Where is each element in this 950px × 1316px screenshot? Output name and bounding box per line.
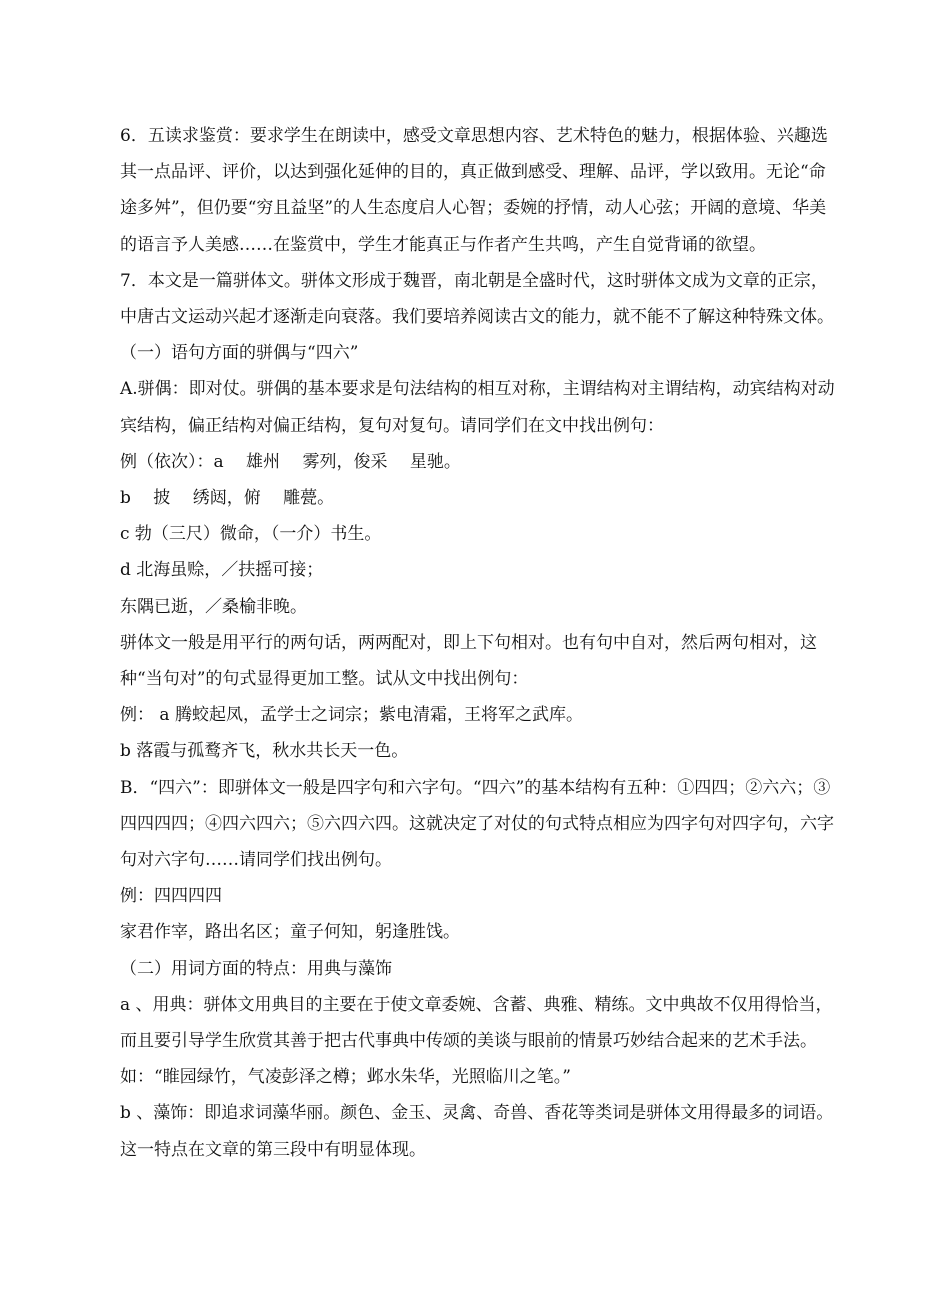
example-d-line-2: 东隅已逝，／桑榆非晚。 bbox=[120, 596, 307, 617]
paragraph-allusion: a 、用典：骈体文用典目的主要在于使文章委婉、含蓄、典雅、精练。文中典故不仅用得恰当，而且要引导学生欣赏其善于把古代事典中传颂的美谈与眼前的情景巧妙结合起来的艺术手法。如：“睢园绿竹，气凌彭泽之樽；邺水朱华，光照临川之笔。” bbox=[120, 994, 833, 1088]
paragraph-ornamentation: b 、藻饰：即追求词藻华丽。颜色、金玉、灵禽、奇兽、香花等类词是骈体文用得最多的词语。这一特点在文章的第三段中有明显体现。 bbox=[120, 1103, 834, 1160]
example-four-four-text: 家君作宰，路出名区；童子何知，躬逢胜饯。 bbox=[120, 922, 460, 943]
document-body bbox=[120, 118, 838, 1168]
example-d-line-1: d 北海虽赊，／扶摇可接； bbox=[120, 560, 324, 581]
section-heading-sentence-parallelism: （一）语句方面的骈偶与“四六” bbox=[120, 343, 359, 364]
section-heading-word-usage: （二）用词方面的特点：用典与藻饰 bbox=[120, 958, 392, 979]
paragraph-b-four-six: B．“四六”：即骈体文一般是四字句和六字句。“四六”的基本结构有五种：①四四；②六六；③四四四四；④四六四六；⑤六四六四。这就决定了对仗的句式特点相应为四字句对四字句，六字句对六字句……请同学们找出例句。 bbox=[120, 777, 834, 871]
example-internal-pairing-a: 例： a 腾蛟起凤，孟学士之词宗；紫电清霜，王将军之武库。 bbox=[120, 705, 583, 726]
paragraph-sentence-internal-pairing: 骈体文一般是用平行的两句话，两两配对，即上下句相对。也有句中自对，然后两句相对，这种“当句对”的句式显得更加工整。试从文中找出例句： bbox=[120, 632, 817, 690]
example-internal-pairing-b: b 落霞与孤鹜齐飞，秋水共长天一色。 bbox=[120, 741, 409, 762]
example-a: 例（依次）：a 雄州 雾列，俊采 星驰。 bbox=[120, 451, 461, 472]
example-four-four-four-four: 例：四四四四 bbox=[120, 886, 222, 907]
paragraph-six-reading-appreciation: 6．五读求鉴赏：要求学生在朗读中，感受文章思想内容、艺术特色的魅力，根据体验、兴趣选其一点品评、评价，以达到强化延伸的目的，真正做到感受、理解、品评，学以致用。无论“命途多舛”，但仍要“穷且益坚”的人生态度启人心智；委婉的抒情，动人心弦；开阔的意境、华美的语言予人美感……在鉴赏中，学生才能真正与作者产生共鸣，产生自觉背诵的欲望。 bbox=[120, 126, 828, 255]
paragraph-seven-parallel-prose: 7．本文是一篇骈体文。骈体文形成于魏晋，南北朝是全盛时代，这时骈体文成为文章的正宗，中唐古文运动兴起才逐渐走向衰落。我们要培养阅读古文的能力，就不能不了解这种特殊文体。 bbox=[120, 270, 834, 328]
example-c: c 勃（三尺）微命，（一介）书生。 bbox=[120, 524, 382, 545]
paragraph-a-parallelism: A.骈偶：即对仗。骈偶的基本要求是句法结构的相互对称，主谓结构对主谓结构，动宾结构对动宾结构，偏正结构对偏正结构，复句对复句。请同学们在文中找出例句： bbox=[120, 379, 835, 436]
example-b: b 披 绣闼，俯 雕甍。 bbox=[120, 488, 335, 509]
